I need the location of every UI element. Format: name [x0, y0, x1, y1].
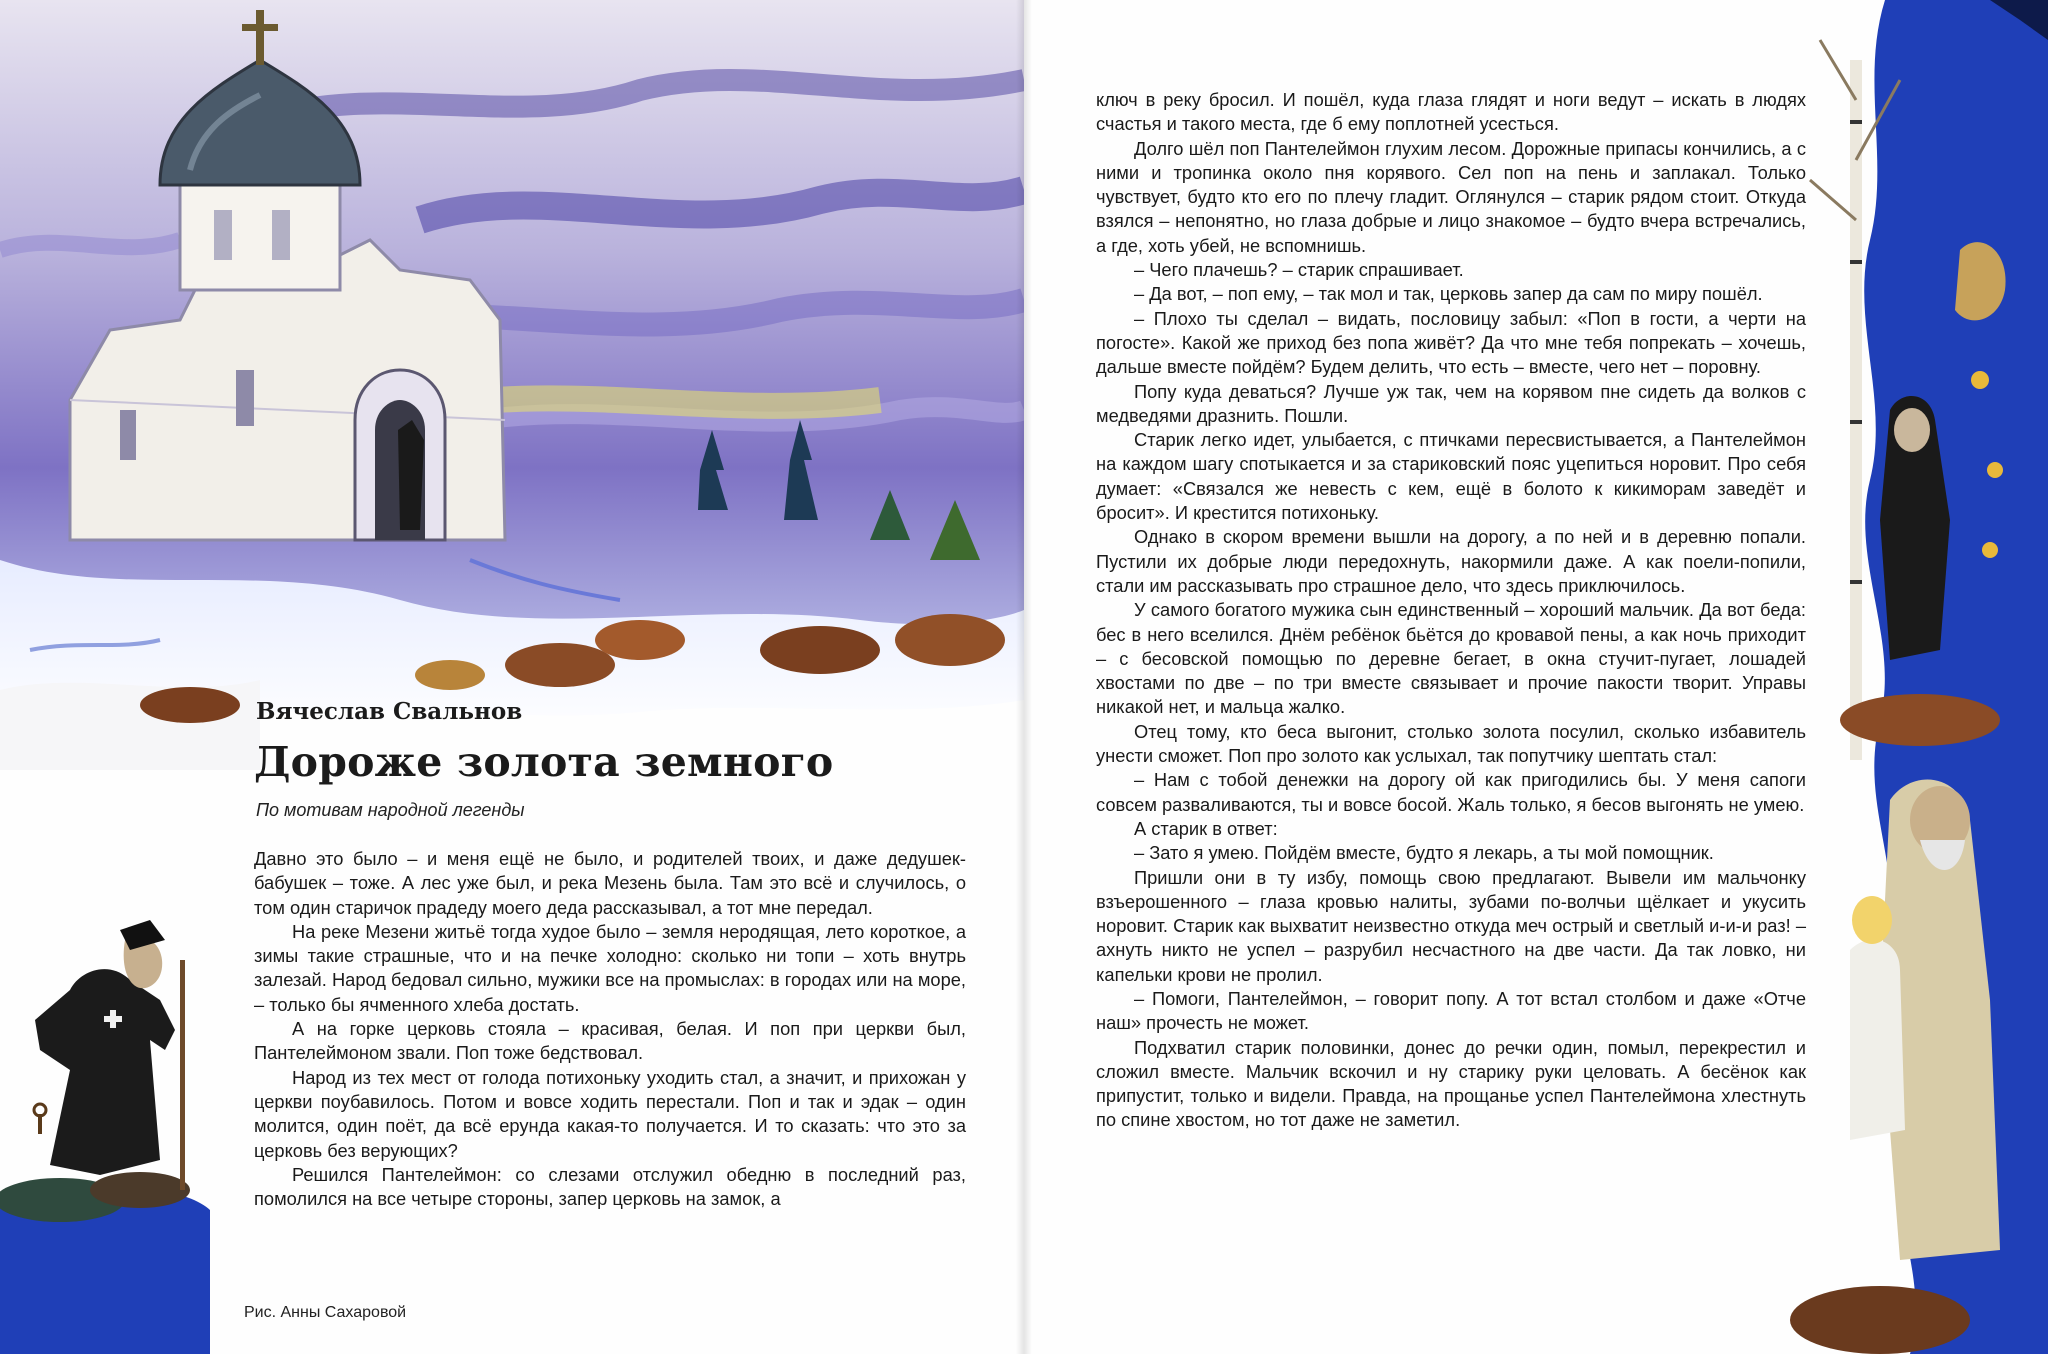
paragraph: Решился Пантелеймон: со слезами отслужил обедню в последний раз, помолился на все четыре стороны, запер церковь на замок, а — [254, 1163, 966, 1210]
paragraph: Подхватил старик половинки, донес до речки один, помыл, перекрестил и сложил вместе. Мальчик вскочил и ну старику руки целовать. А бесёнок как припустит, только и видели. Правда, на прощанье успел Пантелеймона хлестнуть по спине хвостом, но тот даже не заметил. — [1096, 1036, 1806, 1131]
article-title: Дороже золота земного — [254, 738, 834, 786]
paragraph: На реке Мезени житьё тогда худое было – земля неродящая, лето короткое, а зимы такие страшные, что и на печке холодно: сколько ни топи – хоть внутрь залезай. Народ бедовал сильно, мужики все на промыслах: в городах или на море, – только бы ячменного хлеба достать. — [254, 920, 966, 1015]
paragraph: Однако в скором времени вышли на дорогу, а по ней и в деревню попали. Пустили их добрые люди передохнуть, накормили даже. А как поели-попили, стали им рассказывать про страшное дело, что здесь приключилось. — [1096, 526, 1806, 596]
church-illustration — [0, 0, 1024, 770]
page-spine — [1016, 0, 1032, 1354]
author-name: Вячеслав Свальнов — [256, 698, 523, 725]
right-text-column — [1096, 88, 1806, 1133]
paragraph: – Да вот, – поп ему, – так мол и так, церковь запер да сам по миру пошёл. — [1134, 283, 1763, 305]
paragraph: Пришли они в ту избу, помощь свою предлагают. Вывели им мальчонку взъерошенного – глаза кровью налиты, зубами по-волчьи щёлкает и укусить норовит. Старик как выхватит неизвестно откуда меч острый и светлый и-и-и раз! – ахнуть никто не успел – разрубил несчастного на две части. Да так ловко, ни капельки крови не пролил. — [1096, 866, 1806, 985]
paragraph: – Помоги, Пантелеймон, – говорит попу. А тот встал столбом и даже «Отче наш» прочесть не может. — [1096, 987, 1806, 1034]
paragraph: Старик легко идет, улыбается, с птичками пересвистывается, а Пантелеймон на каждом шагу спотыкается и за стариковский пояс уцепиться норовит. Про себя думает: «Связался же невесть с кем, ещё в болото к кикиморам заведёт и бросит». И крестится потихоньку. — [1096, 429, 1806, 524]
monk-illustration — [0, 900, 210, 1354]
paragraph: Давно это было – и меня ещё не было, и родителей твоих, и даже дедушек-бабушек – тоже. А лес уже был, и река Мезень была. Там это всё и случилось, о том один старичок прадеду моего деда рассказывал, а тот мне передал. — [254, 848, 966, 918]
paragraph: У самого богатого мужика сын единственный – хороший мальчик. Да вот беда: бес в него вселился. Днём ребёнок бьётся до кровавой пены, а как ночь приходит – с бесовской помощью по деревне бегает, в окна стучит-пугает, лошадей хвостами по две – по три вместе связывает и прочие пакости творит. Управы никакой нет, и мальца жалко. — [1096, 599, 1806, 718]
paragraph: – Чего плачешь? – старик спрашивает. — [1134, 259, 1464, 281]
paragraph: – Нам с тобой денежки на дорогу ой как пригодились бы. У меня сапоги совсем разваливаются, ты и вовсе босой. Жаль только, я бесов выгонять не умею. — [1096, 769, 1806, 815]
left-text-column — [254, 847, 966, 1211]
paragraph: А старик в ответ: — [1134, 817, 1278, 839]
paragraph: – Плохо ты сделал – видать, пословицу забыл: «Поп в гости, а черти на погосте». Какой же приход без попа живёт? Да что мне тебя попрекать – хочешь, дальше вместе пойдём? Будем делить, что есть – вместе, чего нет – поровну. — [1096, 307, 1806, 378]
paragraph: Народ из тех мест от голода потихоньку уходить стал, а значит, и прихожан у церкви поубавилось. Потом и вовсе ходить перестали. Поп и так и эдак – один молится, один поёт, да всё ерунда какая-то получается. И то сказать: что это за церковь без верующих? — [254, 1066, 966, 1161]
illustration-credit: Рис. Анны Сахаровой — [244, 1304, 407, 1321]
article-subtitle: По мотивам народной легенды — [256, 800, 525, 820]
right-border-illustration — [1790, 0, 2048, 1354]
paragraph: Попу куда деваться? Лучше уж так, чем на корявом пне сидеть да волков с медведями дразнить. Пошли. — [1096, 380, 1806, 426]
paragraph: – Зато я умею. Пойдём вместе, будто я лекарь, а ты мой помощник. — [1134, 842, 1714, 864]
paragraph: Отец тому, кто беса выгонит, столько золота посулил, сколько избавитель унести сможет. Поп про золото как услыхал, так попутчику шептать стал: — [1096, 720, 1806, 767]
paragraph: ключ в реку бросил. И пошёл, куда глаза глядят и ноги ведут – искать в людях счастья и такого места, где б ему поплотней усесться. — [1096, 89, 1806, 135]
paragraph: А на горке церковь стояла – красивая, белая. И поп при церкви был, Пантелеймоном звали. Поп тоже бедствовал. — [254, 1018, 966, 1064]
paragraph: Долго шёл поп Пантелеймон глухим лесом. Дорожные припасы кончились, а с ними и тропинка около пня корявого. Сел поп на пень и заплакал. Только чувствует, будто кто его по плечу гладит. Оглянулся – старик рядом стоит. Откуда взялся – непонятно, но глаза добрые и лицо знакомое – будто вчера встречались, а где, хоть убей, не вспомнишь. — [1096, 137, 1806, 256]
